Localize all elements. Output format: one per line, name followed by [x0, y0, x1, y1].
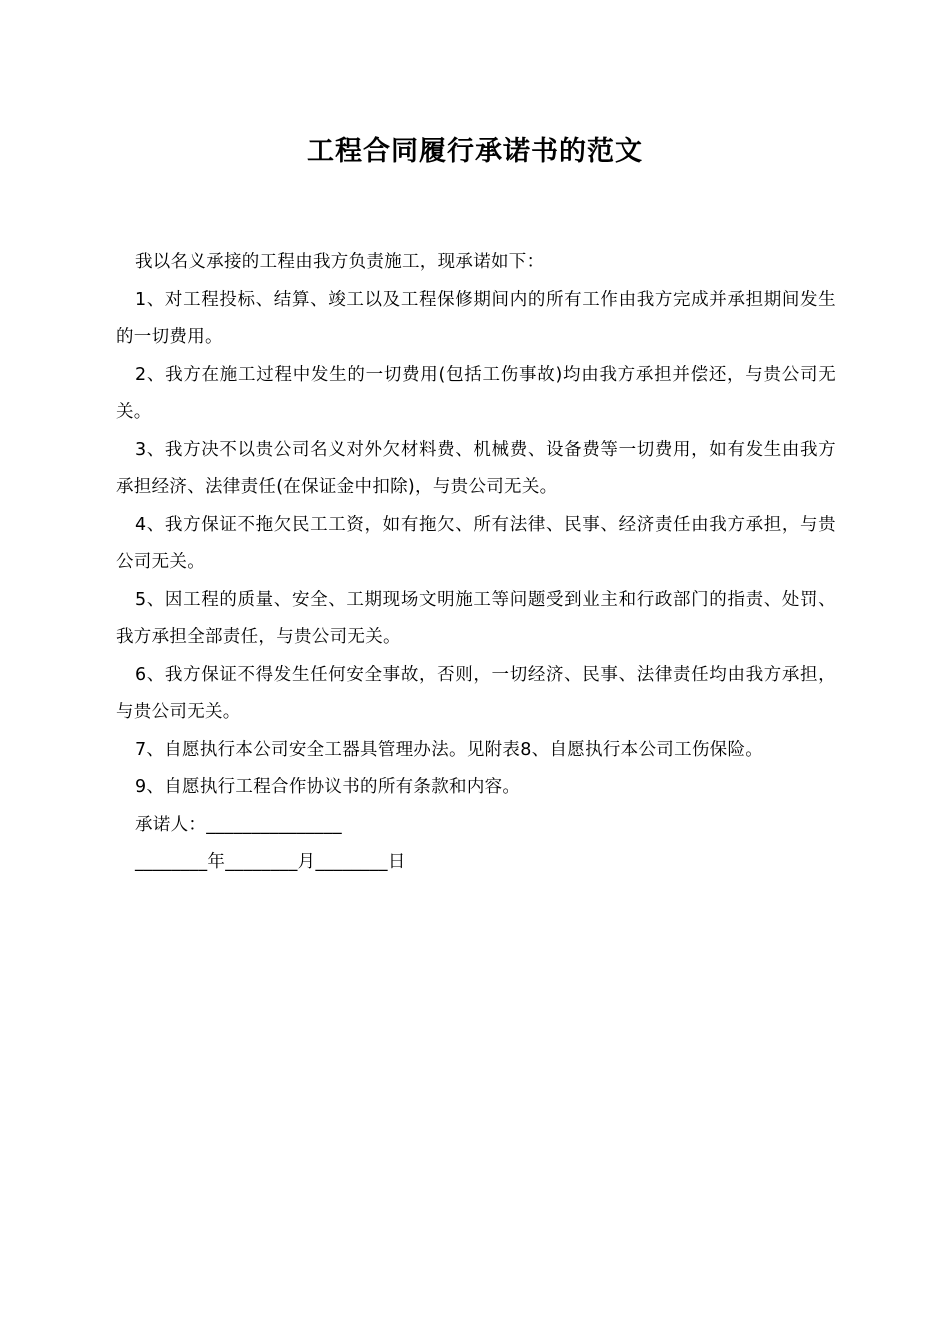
intro-paragraph: 我以名义承接的工程由我方负责施工，现承诺如下： [135, 252, 545, 272]
signature-blank: _______________ [206, 814, 342, 835]
month-blank: ________ [225, 852, 298, 872]
signature-line [116, 807, 836, 845]
month-label: 月 [297, 852, 316, 872]
commitment-item-4: 4、我方保证不拖欠民工工资，如有拖欠、所有法律、民事、经济责任由我方承担，与贵公司无关。 [116, 514, 836, 572]
day-label: 日 [387, 852, 406, 872]
year-label: 年 [207, 852, 226, 872]
commitment-item-1: 1、对工程投标、结算、竣工以及工程保修期间内的所有工作由我方完成并承担期间发生的一切费用。 [116, 289, 836, 347]
commitment-item-7-8: 7、自愿执行本公司安全工器具管理办法。见附表8、自愿执行本公司工伤保险。 [135, 739, 764, 760]
commitment-item-3: 3、我方决不以贵公司名义对外欠材料费、机械费、设备费等一切费用，如有发生由我方承担经济、法律责任(在保证金中扣除)，与贵公司无关。 [116, 439, 836, 497]
date-line [116, 844, 836, 882]
document-title: 工程合同履行承诺书的范文 [307, 136, 643, 167]
day-blank: ________ [315, 852, 388, 872]
document-body [116, 244, 836, 882]
commitment-item-9: 9、自愿执行工程合作协议书的所有条款和内容。 [135, 777, 521, 797]
commitment-item-2: 2、我方在施工过程中发生的一切费用(包括工伤事故)均由我方承担并偿还，与贵公司无关。 [116, 364, 836, 422]
year-blank: ________ [135, 852, 208, 872]
commitment-item-6: 6、我方保证不得发生任何安全事故，否则，一切经济、民事、法律责任均由我方承担，与贵公司无关。 [116, 664, 836, 722]
commitment-item-5: 5、因工程的质量、安全、工期现场文明施工等问题受到业主和行政部门的指责、处罚、我方承担全部责任，与贵公司无关。 [116, 589, 836, 647]
signature-label: 承诺人： [135, 814, 207, 835]
